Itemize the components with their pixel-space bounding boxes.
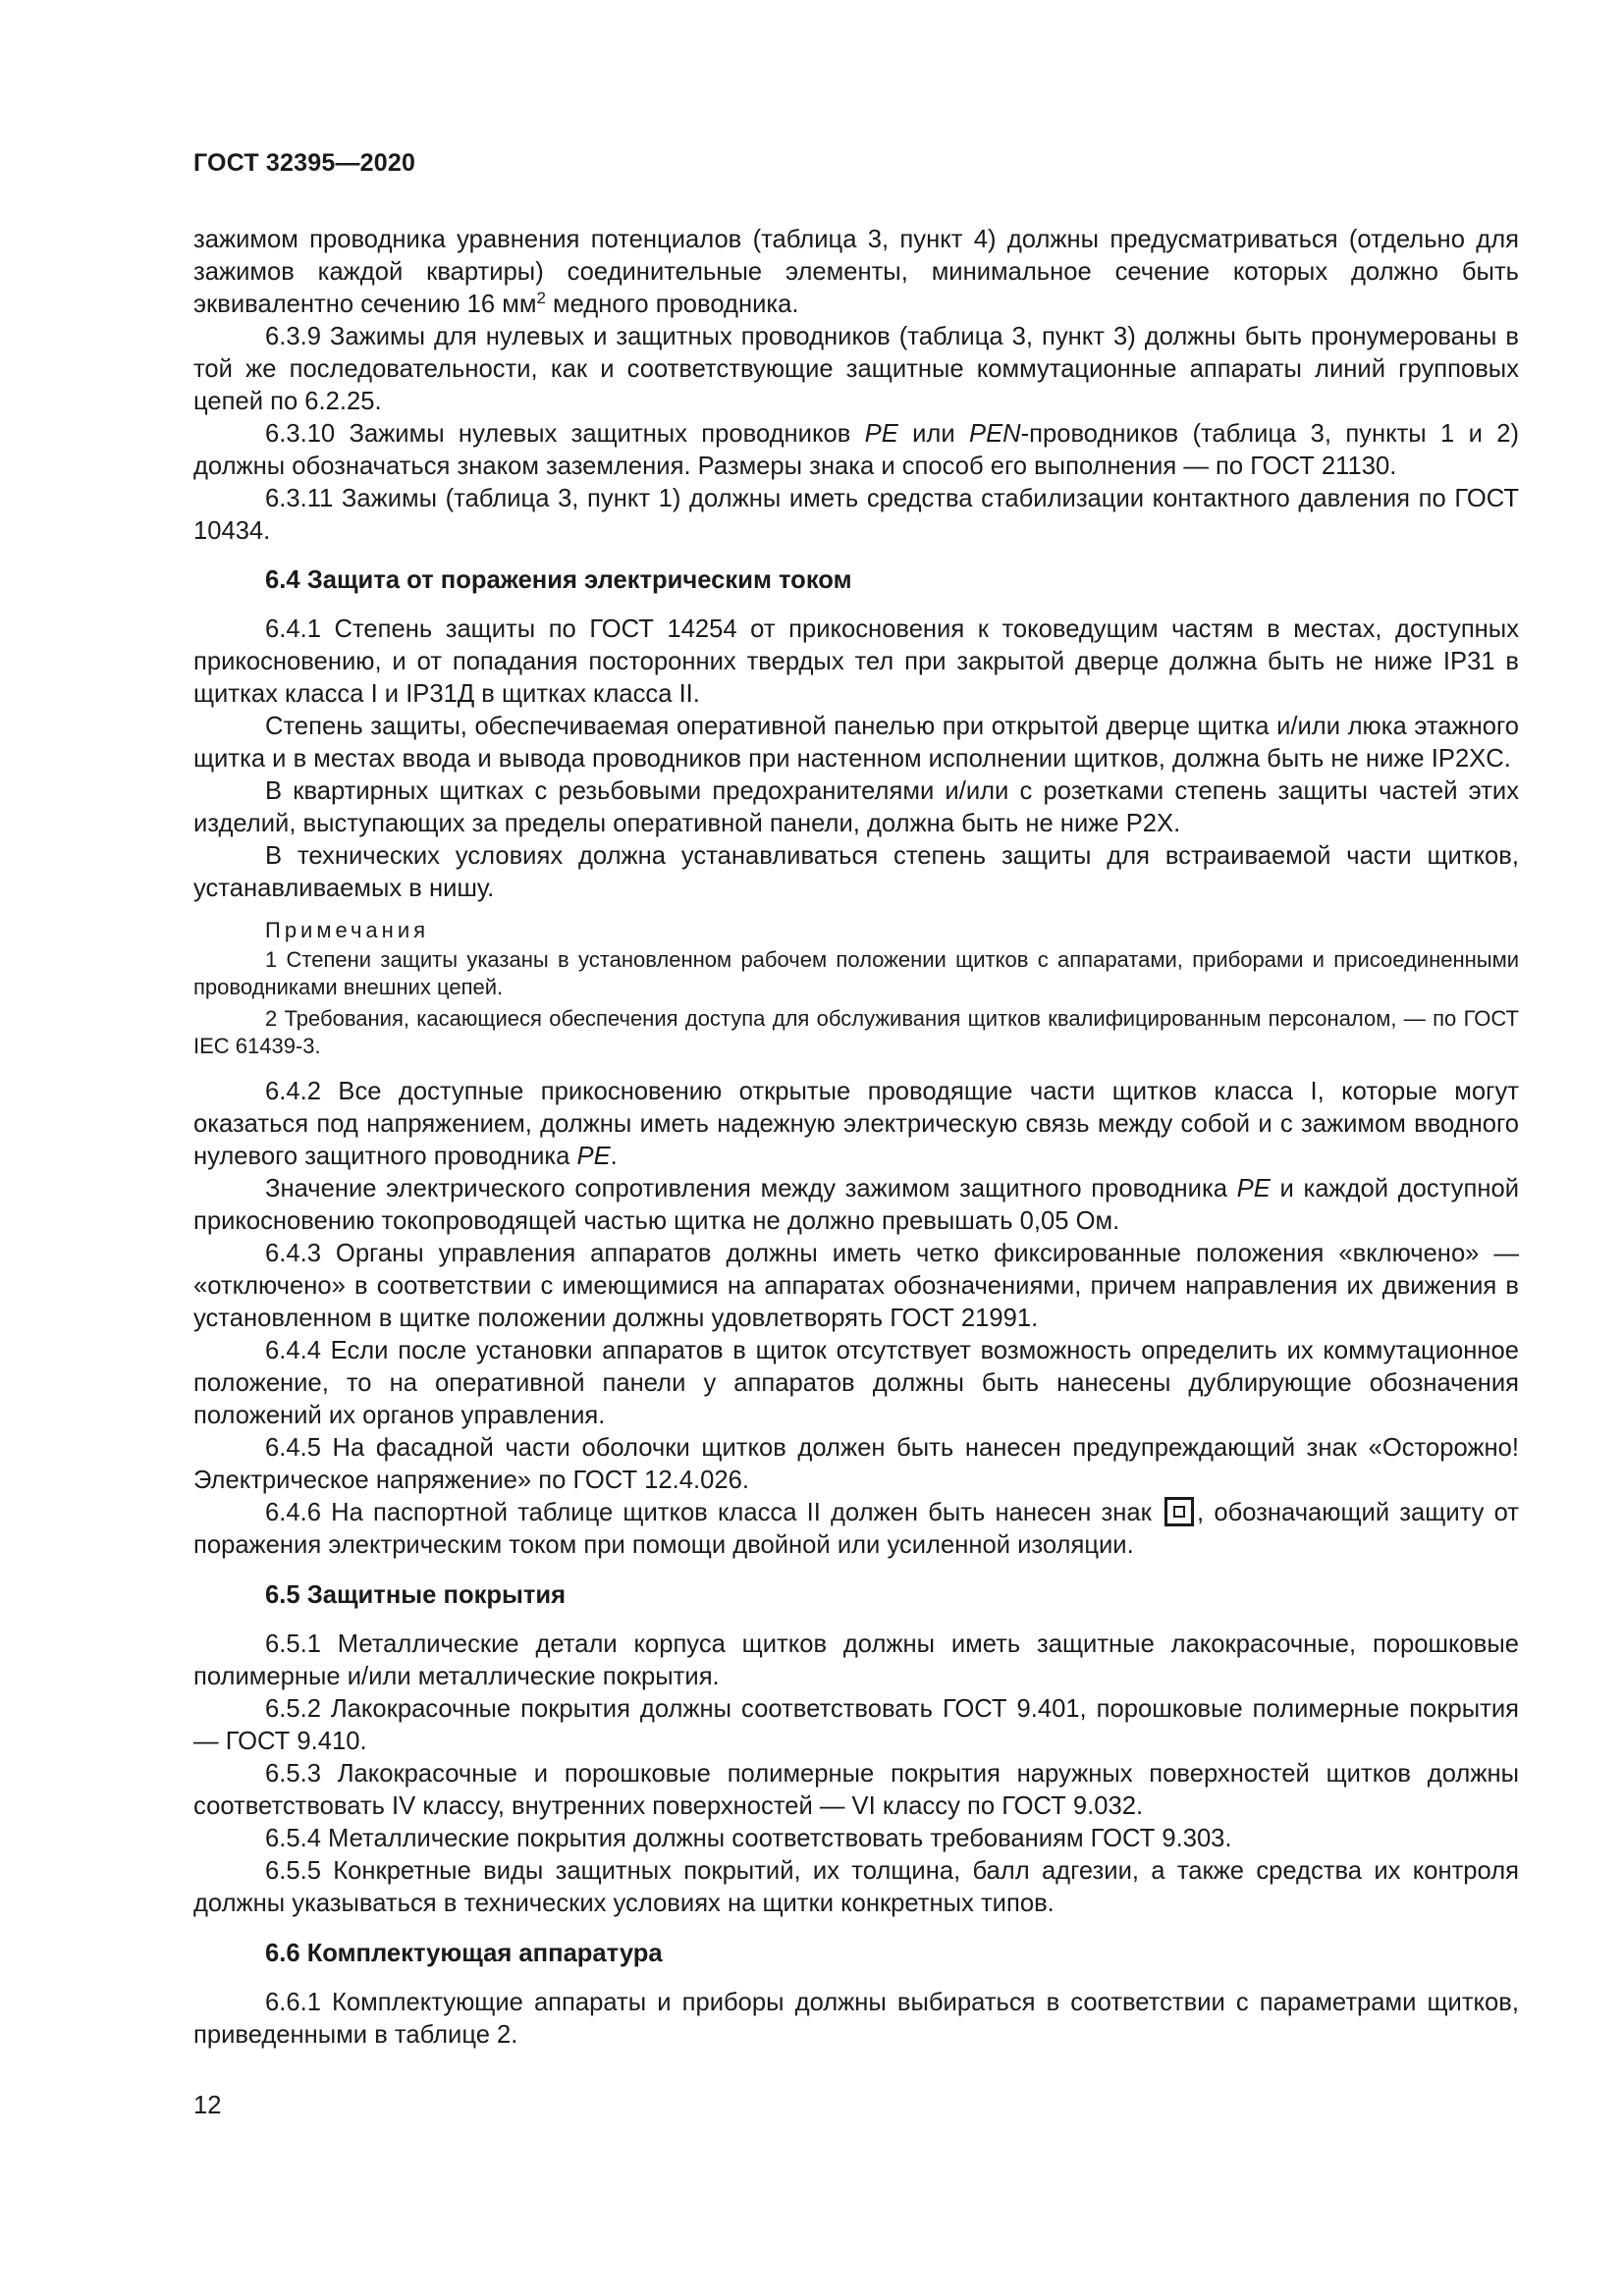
double-insulation-icon bbox=[1164, 1497, 1194, 1526]
superscript: 2 bbox=[536, 289, 546, 307]
section-heading-6-6: 6.6 Комплектующая аппаратура bbox=[265, 1940, 663, 1967]
paragraph-6-5-4: 6.5.4 Металлические покрытия должны соответствовать требованиям ГОСТ 9.303. bbox=[265, 1825, 1232, 1852]
note-item-1: 1 Степени защиты указаны в установленном рабочем положении щитков с аппаратами, приборами и присоединенными проводниками внешних цепей. bbox=[193, 947, 1519, 999]
page-number: 12 bbox=[193, 2092, 222, 2119]
document-header: ГОСТ 32395—2020 bbox=[193, 149, 416, 177]
paragraph-6-6-1: 6.6.1 Комплектующие аппараты и приборы должны выбираться в соответствии с параметрами щитков, приведенными в таблице 2. bbox=[193, 1989, 1519, 2049]
section-heading-6-5: 6.5 Защитные покрытия bbox=[265, 1581, 567, 1609]
paragraph-6-3-11: 6.3.11 Зажимы (таблица 3, пункт 1) должны иметь средства стабилизации контактного давления по ГОСТ 10434. bbox=[193, 485, 1519, 545]
paragraph-6-4-4: 6.4.4 Если после установки аппаратов в щиток отсутствует возможность определить их коммутационное положение, то на оперативной панели у аппаратов должны быть нанесены дублирующие обозначения положений их органов управления. bbox=[193, 1337, 1519, 1429]
paragraph-6-5-1: 6.5.1 Металлические детали корпуса щитков должны иметь защитные лакокрасочные, порошковые полимерные и/или металлические покрытия. bbox=[193, 1630, 1519, 1690]
paragraph-6-4-2: 6.4.2 Все доступные прикосновению открытые проводящие части щитков класса I, которые могут оказаться под напряжением, должны иметь надежную электрическую связь между собой и с зажимом вводного нулевого защитного проводника PE. bbox=[193, 1078, 1519, 1170]
notes-block bbox=[193, 917, 1519, 1060]
paragraph-continuation: зажимом проводника уравнения потенциалов (таблица 3, пункт 4) должны предусматриваться (отдельно для зажимов каждой квартиры) соединительные элементы, минимальное сечение которых должно быть эквивалентно сечению 16 $мм^2$ медного проводника. bbox=[193, 226, 1519, 318]
section-heading-6-4: 6.4 Защита от поражения электрическим током bbox=[265, 566, 852, 594]
paragraph-6-4-2-b: Значение электрического сопротивления между зажимом защитного проводника PE и каждой доступной прикосновению токопроводящей частью щитка не должно превышать 0,05 Ом. bbox=[193, 1175, 1519, 1235]
paragraph-6-4-3: 6.4.3 Органы управления аппаратов должны иметь четко фиксированные положения «включено» — «отключено» в соответствии с имеющимися на аппаратах обозначениями, причем направления их движения в установленном в щитке положении должны удовлетворять ГОСТ 21991. bbox=[193, 1240, 1519, 1332]
paragraph-6-4-5: 6.4.5 На фасадной части оболочки щитков должен быть нанесен предупреждающий знак «Осторожно! Электрическое напряжение» по ГОСТ 12.4.026. bbox=[193, 1434, 1519, 1494]
paragraph-6-4-6: 6.4.6 На паспортной таблице щитков класса II должен быть нанесен знак , обозначающий защиту от поражения электрическим током при помощи двойной или усиленной изоляции. bbox=[193, 1499, 1519, 1559]
document-body bbox=[193, 224, 1519, 2052]
paragraph-6-4-1: 6.4.1 Степень защиты по ГОСТ 14254 от прикосновения к токоведущим частям в местах, доступных прикосновению, и от попадания посторонних твердых тел при закрытой дверце должна быть не ниже IP31 в щитках класса I и IP31Д в щитках класса II. bbox=[193, 615, 1519, 708]
paragraph-6-4-1-c: В квартирных щитках с резьбовыми предохранителями и/или с розетками степень защиты частей этих изделий, выступающих за пределы оперативной панели, должна быть не ниже P2X. bbox=[193, 777, 1519, 837]
notes-title: Примечания bbox=[265, 918, 430, 942]
paragraph-6-4-1-d: В технических условиях должна устанавливаться степень защиты для встраиваемой части щитков, устанавливаемых в нишу. bbox=[193, 842, 1519, 902]
paragraph-6-5-2: 6.5.2 Лакокрасочные покрытия должны соответствовать ГОСТ 9.401, порошковые полимерные покрытия — ГОСТ 9.410. bbox=[193, 1695, 1519, 1755]
paragraph-6-5-3: 6.5.3 Лакокрасочные и порошковые полимерные покрытия наружных поверхностей щитков должны соответствовать IV классу, внутренних поверхностей — VI классу по ГОСТ 9.032. bbox=[193, 1760, 1519, 1820]
note-item-2: 2 Требования, касающиеся обеспечения доступа для обслуживания щитков квалифицированным персоналом, — по ГОСТ IEC 61439-3. bbox=[193, 1006, 1519, 1058]
paragraph-6-5-5: 6.5.5 Конкретные виды защитных покрытий, их толщина, балл адгезии, а также средства их контроля должны указываться в технических условиях на щитки конкретных типов. bbox=[193, 1857, 1519, 1917]
paragraph-6-4-1-b: Степень защиты, обеспечиваемая оперативной панелью при открытой дверце щитка и/или люка этажного щитка и в местах ввода и вывода проводников при настенном исполнении щитков, должна быть не ниже IP2XC. bbox=[193, 713, 1519, 773]
paragraph-6-3-10: 6.3.10 Зажимы нулевых защитных проводников PE или PEN-проводников (таблица 3, пункты 1 и 2) должны обозначаться знаком заземления. Размеры знака и способ его выполнения — по ГОСТ 21130. bbox=[193, 420, 1520, 480]
paragraph-6-3-9: 6.3.9 Зажимы для нулевых и защитных проводников (таблица 3, пункт 3) должны быть пронумерованы в той же последовательности, как и соответствующие защитные коммутационные аппараты линий групповых цепей по 6.2.25. bbox=[193, 323, 1519, 415]
